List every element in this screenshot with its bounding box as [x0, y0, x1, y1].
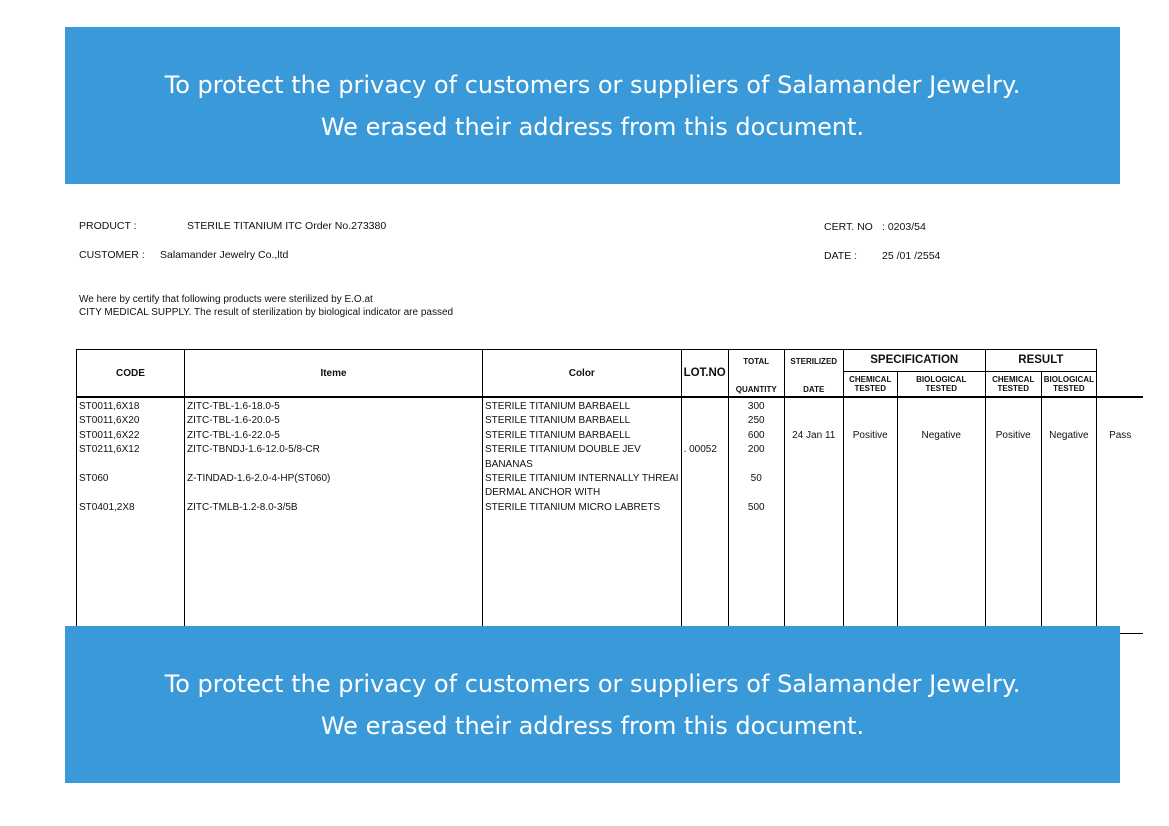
- certification-line2: CITY MEDICAL SUPPLY. The result of sterilization by biological indicator are passed: [79, 307, 454, 318]
- header-specification: SPECIFICATION: [843, 350, 985, 372]
- lot-no-cell: [684, 458, 726, 472]
- header-code: CODE: [77, 350, 185, 398]
- header-sterilized: STERILIZED: [784, 350, 843, 372]
- code-cell: [79, 486, 182, 500]
- certification-statement: [79, 293, 453, 319]
- color-cell: STERILE TITANIUM BARBAELL: [485, 415, 631, 427]
- lot-no-cell: [684, 400, 726, 414]
- header-spec-biological: [897, 371, 985, 397]
- code-cell: ST0011,6X22: [79, 429, 140, 441]
- color-cell: DERMAL ANCHOR WITH: [485, 487, 601, 499]
- code-cell: ST0211,6X12: [79, 444, 140, 456]
- lot-no-column: [681, 397, 728, 634]
- lot-no-cell: [684, 501, 726, 515]
- privacy-notice-line2: We erased their address from this document.: [320, 112, 865, 141]
- color-cell: BANANAS: [485, 458, 533, 470]
- cert-no-value: : 0203/54: [882, 221, 926, 233]
- header-spec-chemical: [843, 371, 897, 397]
- spec-biological-column: [897, 397, 985, 634]
- lot-no-cell: [684, 486, 726, 500]
- lot-no-cell: [684, 414, 726, 428]
- customer-label: CUSTOMER :: [79, 249, 145, 261]
- items-column: [185, 397, 483, 634]
- product-value: STERILE TITANIUM ITC Order No.273380: [187, 220, 387, 232]
- spec-chemical-column: [843, 397, 897, 634]
- header-result: RESULT: [985, 350, 1096, 372]
- spec-chemical-label: CHEMICAL: [849, 374, 892, 384]
- quantity-cell: 300: [747, 401, 765, 412]
- item-cell: Z-TINDAD-1.6-2.0-4-HP(ST060): [187, 472, 331, 484]
- color-cell: STERILE TITANIUM MICRO LABRETS: [485, 501, 661, 513]
- item-cell: ZITC-TBL-1.6-18.0-5: [187, 401, 280, 412]
- privacy-notice-line1: To protect the privacy of customers or suppliers of Salamander Jewelry.: [164, 669, 1021, 698]
- privacy-notice-line1: To protect the privacy of customers or suppliers of Salamander Jewelry.: [164, 70, 1021, 99]
- res-chemical-label: CHEMICAL: [992, 374, 1035, 384]
- privacy-notice-line2: We erased their address from this document.: [320, 711, 865, 740]
- result-chemical-column: [985, 397, 1041, 634]
- code-cell: ST0401,2X8: [79, 501, 135, 513]
- spec-chemical-cell: Positive: [852, 429, 888, 441]
- quantity-cell: [731, 486, 782, 500]
- header-items: Iteme: [185, 350, 483, 398]
- header-color: Color: [483, 350, 682, 398]
- item-cell: ZITC-TBL-1.6-20.0-5: [187, 415, 280, 427]
- quantity-cell: 500: [747, 501, 765, 513]
- lot-no-cell: [684, 472, 726, 486]
- code-cell: ST0011,6X18: [79, 401, 140, 412]
- item-cell: [187, 458, 480, 472]
- result-biological-column: [1041, 397, 1096, 634]
- customer-value: Salamander Jewelry Co.,ltd: [160, 249, 289, 261]
- lot-no-cell: . 00052: [683, 444, 717, 456]
- item-cell: ZITC-TMLB-1.2-8.0-3/5B: [187, 501, 298, 513]
- color-cell: STERILE TITANIUM DOUBLE JEV: [485, 444, 641, 456]
- date-value: 25 /01 /2554: [882, 250, 941, 262]
- spec-biological-label: BIOLOGICAL: [916, 374, 967, 384]
- res-biological-label: BIOLOGICAL: [1043, 374, 1094, 384]
- code-cell: ST060: [79, 472, 109, 484]
- code-cell: ST0011,6X20: [79, 415, 140, 427]
- privacy-notice-bottom: [65, 626, 1120, 783]
- item-cell: ZITC-TBNDJ-1.6-12.0-5/8-CR: [187, 444, 320, 456]
- quantity-cell: 250: [747, 415, 765, 427]
- code-column: [77, 397, 185, 634]
- final-result-cell: Pass: [1109, 429, 1132, 441]
- header-quantity: QUANTITY: [728, 371, 784, 397]
- color-cell: STERILE TITANIUM BARBAELL: [485, 429, 631, 441]
- quantity-cell: 600: [747, 429, 765, 441]
- sterilized-date-cell: 24 Jan 11: [792, 429, 836, 441]
- header-date: DATE: [784, 371, 843, 397]
- result-biological-cell: Negative: [1049, 429, 1089, 441]
- item-cell: ZITC-TBL-1.6-22.0-5: [187, 429, 280, 441]
- final-result-column: [1096, 397, 1143, 634]
- privacy-notice-top: [65, 27, 1120, 184]
- sterilization-table: [76, 349, 1143, 634]
- color-cell: STERILE TITANIUM INTERNALLY THREAI: [485, 472, 679, 484]
- header-lot-no: LOT.NO: [681, 350, 728, 398]
- lot-no-cell: [684, 429, 726, 443]
- header-res-chemical: [985, 371, 1041, 397]
- item-cell: [187, 486, 480, 500]
- quantity-cell: 50: [750, 472, 762, 484]
- res-chemical-tested: TESTED: [997, 383, 1030, 393]
- color-cell: STERILE TITANIUM BARBAELL: [485, 401, 631, 412]
- result-chemical-cell: Positive: [995, 429, 1031, 441]
- certification-line1: We here by certify that following products were sterilized by E.O.at: [79, 294, 373, 305]
- cert-no-label: CERT. NO: [824, 221, 873, 233]
- quantity-cell: 200: [747, 444, 765, 456]
- header-res-biological: [1041, 371, 1096, 397]
- product-label: PRODUCT :: [79, 220, 137, 232]
- sterilized-date-column: [784, 397, 843, 634]
- header-total: TOTAL: [728, 350, 784, 372]
- quantity-column: [728, 397, 784, 634]
- code-cell: [79, 458, 182, 472]
- quantity-cell: [731, 458, 782, 472]
- date-label: DATE :: [824, 250, 858, 262]
- spec-biological-tested: TESTED: [925, 383, 958, 393]
- res-biological-tested: TESTED: [1053, 383, 1085, 393]
- header-final-blank: [1096, 350, 1143, 398]
- spec-chemical-tested: TESTED: [854, 383, 887, 393]
- spec-biological-cell: Negative: [921, 429, 961, 441]
- color-column: [483, 397, 682, 634]
